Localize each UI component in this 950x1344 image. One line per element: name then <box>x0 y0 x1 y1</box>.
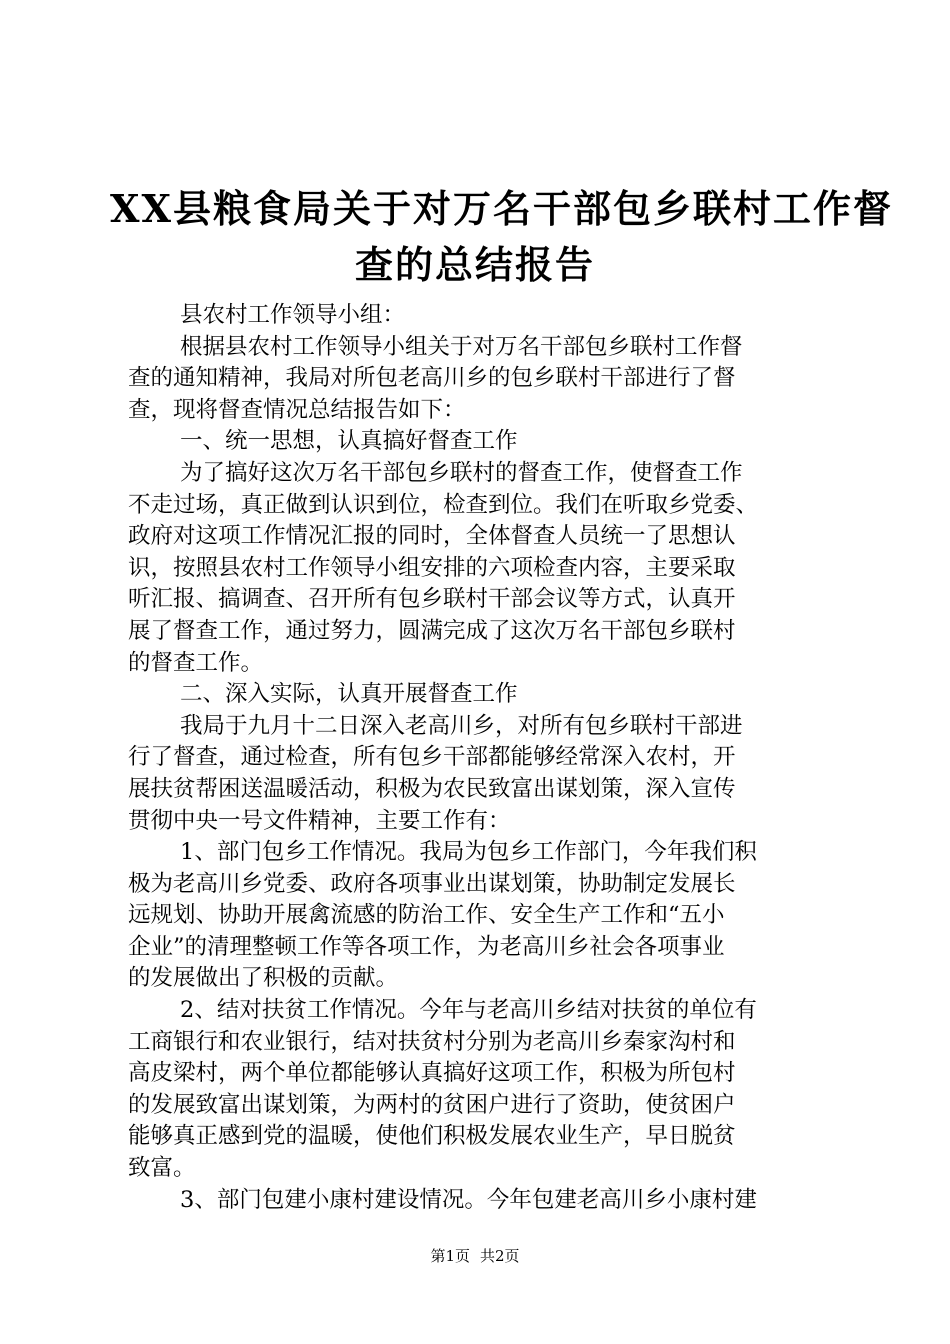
document-title-line-1: XX县粮食局关于对万名干部包乡联村工作督 <box>110 186 893 231</box>
body-line: 我局于九月十二日深入老高川乡，对所有包乡联村干部进 <box>180 712 743 739</box>
body-line: 3、部门包建小康村建设情况。今年包建老高川乡小康村建 <box>180 1186 757 1213</box>
body-line: 的督查工作。 <box>128 649 264 676</box>
body-line: 的发展致富出谋划策，为两村的贫困户进行了资助，使贫困户 <box>128 1091 736 1118</box>
body-line: 能够真正感到党的温暖，使他们积极发展农业生产，早日脱贫 <box>128 1123 736 1150</box>
body-line: 为了搞好这次万名干部包乡联村的督查工作，使督查工作 <box>180 459 743 486</box>
page-number-total: 共2页 <box>480 1247 520 1265</box>
body-line: 致富。 <box>128 1155 196 1182</box>
page-footer <box>0 1247 950 1265</box>
body-line: 查，现将督查情况总结报告如下： <box>128 396 466 423</box>
body-line: 贯彻中央一号文件精神，主要工作有： <box>128 807 511 834</box>
document-body <box>128 300 838 1216</box>
body-line: 企业”的清理整顿工作等各项工作，为老高川乡社会各项事业 <box>128 933 725 960</box>
body-line: 展了督查工作，通过努力，圆满完成了这次万名干部包乡联村 <box>128 617 736 644</box>
body-line: 远规划、协助开展禽流感的防治工作、安全生产工作和“五小 <box>128 902 725 929</box>
body-line: 政府对这项工作情况汇报的同时，全体督查人员统一了思想认 <box>128 523 736 550</box>
body-line: 不走过场，真正做到认识到位，检查到位。我们在听取乡党委、 <box>128 491 759 518</box>
body-line: 的发展做出了积极的贡献。 <box>128 965 399 992</box>
page-number-current: 第1页 <box>430 1247 470 1265</box>
body-line: 一、统一思想，认真搞好督查工作 <box>180 428 518 455</box>
body-line: 工商银行和农业银行，结对扶贫村分别为老高川乡秦家沟村和 <box>128 1028 736 1055</box>
body-line: 县农村工作领导小组： <box>180 302 406 328</box>
body-line: 行了督查，通过检查，所有包乡干部都能够经常深入农村，开 <box>128 744 736 771</box>
body-line: 二、深入实际，认真开展督查工作 <box>180 681 518 708</box>
body-line: 1、部门包乡工作情况。我局为包乡工作部门，今年我们积 <box>180 839 757 866</box>
body-line: 展扶贫帮困送温暖活动，积极为农民致富出谋划策，深入宣传 <box>128 775 736 802</box>
body-line: 高皮梁村，两个单位都能够认真搞好这项工作，积极为所包村 <box>128 1060 736 1087</box>
body-line: 听汇报、搞调查、召开所有包乡联村干部会议等方式，认真开 <box>128 586 736 613</box>
body-line: 2、结对扶贫工作情况。今年与老高川乡结对扶贫的单位有 <box>180 997 757 1024</box>
body-line: 极为老高川乡党委、政府各项事业出谋划策，协助制定发展长 <box>128 870 736 897</box>
body-line: 查的通知精神，我局对所包老高川乡的包乡联村干部进行了督 <box>128 365 736 392</box>
body-line: 根据县农村工作领导小组关于对万名干部包乡联村工作督 <box>180 333 743 360</box>
body-line: 识，按照县农村工作领导小组安排的六项检查内容，主要采取 <box>128 554 736 581</box>
document-title-line-2: 查的总结报告 <box>354 242 595 287</box>
